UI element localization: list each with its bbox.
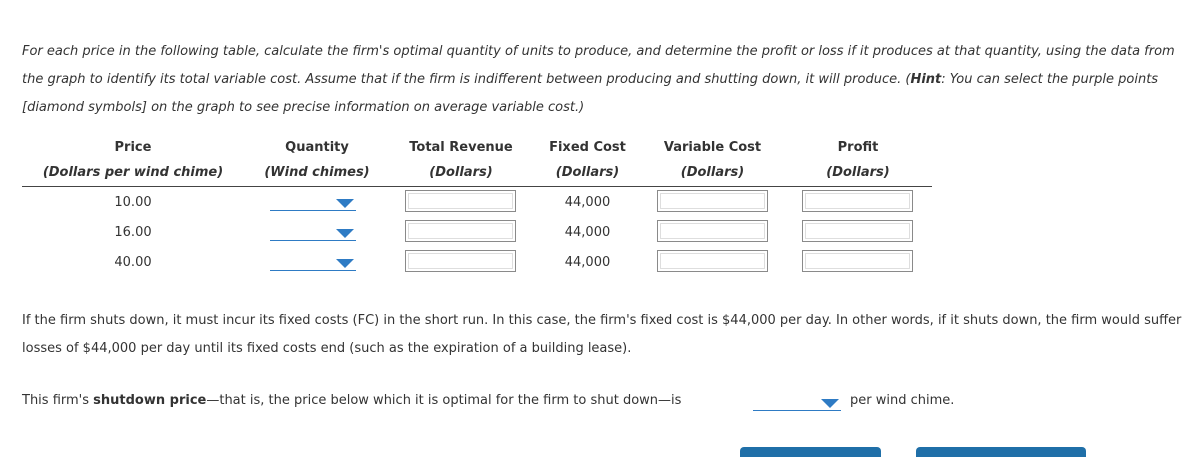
instructions-part2: : You can select the purple points [diamond symbols] on the graph to see precise information on average variable cost.)	[22, 72, 1159, 115]
shutdown-unit: per wind chime.	[850, 393, 955, 408]
instructions-part1: For each price in the following table, calculate the firm's optimal quantity of units to produce, and determine the profit or loss if it produces at that quantity, using the data from the graph to identify its total variable cost. Assume that if the firm is indifferent between producing and shutting down, it will produce. (	[22, 44, 1175, 87]
shutdown-question	[22, 393, 681, 408]
fixed-cost-cell: 44,000	[564, 225, 611, 240]
fixed-cost-cell: 44,000	[564, 195, 611, 210]
header-quantity-unit: (Wind chimes)	[264, 165, 370, 180]
header-fixed-cost-unit: (Dollars)	[555, 165, 620, 180]
fixed-cost-explanation: If the firm shuts down, it must incur its fixed costs (FC) in the short run. In this case, the firm's fixed cost is $44,000 per day. In other words, if it shuts down, the firm would suffer losses of $44,000 per day until its fixed costs end (such as the expiration of a building lease).	[22, 313, 1182, 356]
header-total-revenue: Total Revenue	[409, 140, 513, 155]
header-price: Price	[114, 140, 152, 155]
variable-cost-input[interactable]	[657, 250, 768, 272]
action-button-left[interactable]	[740, 447, 881, 457]
header-variable-cost: Variable Cost	[663, 140, 762, 155]
quantity-dropdown[interactable]	[270, 224, 356, 241]
header-variable-cost-unit: (Dollars)	[680, 165, 745, 180]
shutdown-suffix: —that is, the price below which it is optimal for the firm to shut down—is	[206, 393, 682, 408]
chevron-down-icon	[336, 199, 354, 208]
header-quantity: Quantity	[285, 140, 349, 155]
header-fixed-cost: Fixed Cost	[549, 140, 626, 155]
profit-input[interactable]	[802, 190, 913, 212]
chevron-down-icon	[336, 259, 354, 268]
shutdown-price-dropdown[interactable]	[753, 394, 841, 411]
price-cell: 40.00	[114, 255, 152, 270]
profit-input[interactable]	[802, 220, 913, 242]
fixed-cost-cell: 44,000	[564, 255, 611, 270]
total-revenue-input[interactable]	[405, 190, 516, 212]
chevron-down-icon	[821, 399, 839, 408]
header-total-revenue-unit: (Dollars)	[429, 165, 493, 180]
price-cell: 16.00	[114, 225, 152, 240]
shutdown-price-label: shutdown price	[93, 393, 207, 408]
hint-label: Hint	[910, 72, 942, 87]
total-revenue-input[interactable]	[405, 220, 516, 242]
instructions	[22, 38, 1182, 122]
profit-input[interactable]	[802, 250, 913, 272]
header-price-unit: (Dollars per wind chime)	[42, 165, 224, 180]
total-revenue-input[interactable]	[405, 250, 516, 272]
quantity-dropdown[interactable]	[270, 194, 356, 211]
quantity-dropdown[interactable]	[270, 254, 356, 271]
action-button-right[interactable]	[916, 447, 1086, 457]
shutdown-prefix: This firm's	[22, 393, 94, 408]
price-cell: 10.00	[114, 195, 152, 210]
header-profit-unit: (Dollars)	[826, 165, 890, 180]
chevron-down-icon	[336, 229, 354, 238]
header-divider	[22, 186, 932, 187]
variable-cost-input[interactable]	[657, 220, 768, 242]
variable-cost-input[interactable]	[657, 190, 768, 212]
header-profit: Profit	[837, 140, 879, 155]
